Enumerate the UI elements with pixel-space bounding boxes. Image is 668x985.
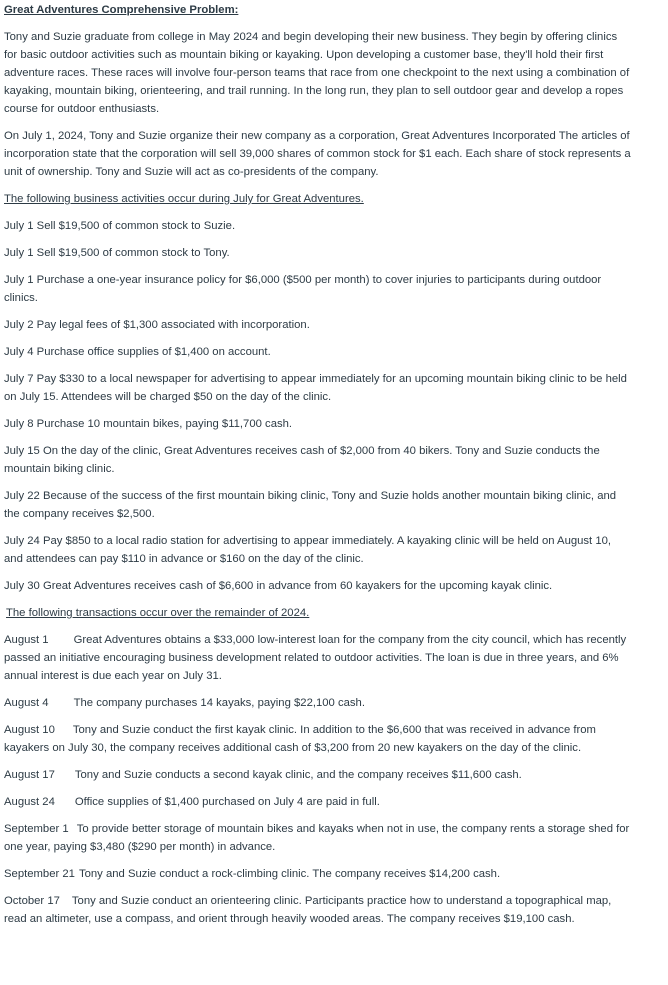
transaction-date: August 10: [4, 724, 55, 736]
transaction-date: October 17: [4, 895, 60, 907]
transaction-text: Tony and Suzie conduct an orienteering clinic. Participants practice how to understand a topographical map, read an altimeter, use a compass, and orient through heavily wooded areas. The company receives $19,100 cash.: [4, 895, 612, 925]
july-item: [4, 316, 632, 334]
transaction-text: To provide better storage of mountain bikes and kayaks when not in use, the company rents a storage shed for one year, paying $3,480 ($290 per month) in advance.: [4, 823, 630, 853]
transaction-text: Purchase 10 mountain bikes, paying $11,700 cash.: [36, 418, 293, 430]
transaction-text: On the day of the clinic, Great Adventures receives cash of $2,000 from 40 bikers. Tony and Suzie conducts the mountain biking clinic.: [4, 445, 600, 475]
intro-paragraph-1: Tony and Suzie graduate from college in May 2024 and begin developing their new business. They begin by offering clinics for basic outdoor activities such as mountain biking or kayaking. Upon developing a customer base, they'll hold their first adventure races. These races will involve four-person teams that race from one checkpoint to the next using a combination of kayaking, mountain biking, orienteering, and trail running. In the long run, they plan to sell outdoor gear and develop a ropes course for outdoor enthusiasts.: [4, 31, 630, 115]
transaction-date: July 22: [4, 490, 40, 502]
july-item: [4, 577, 632, 595]
transaction-date: August 1: [4, 634, 49, 646]
transaction-date: July 7: [4, 373, 34, 385]
transaction-text: Great Adventures receives cash of $6,600 in advance from 60 kayakers for the upcoming kayak clinic.: [42, 580, 553, 592]
july-item: [4, 217, 632, 235]
transaction-date: July 2: [4, 319, 34, 331]
july-item: [4, 415, 632, 433]
remainder-item: [4, 694, 632, 712]
july-item: [4, 532, 632, 568]
transaction-text: Sell $19,500 of common stock to Suzie.: [36, 220, 236, 232]
july-heading: The following business activities occur during July for Great Adventures.: [4, 193, 364, 205]
transaction-date: July 8: [4, 418, 34, 430]
july-item: [4, 343, 632, 361]
transaction-text: Pay $850 to a local radio station for advertising to appear immediately. A kayaking clinic will be held on August 10, and attendees can pay $110 in advance or $160 on the day of the clinic.: [4, 535, 612, 565]
intro-paragraph-2: On July 1, 2024, Tony and Suzie organize their new company as a corporation, Great Adventures Incorporated The articles of incorporation state that the corporation will sell 39,000 shares of common stock for $1 each. Each share of stock represents a unit of ownership. Tony and Suzie will act as co-presidents of the company.: [4, 130, 631, 178]
july-item: [4, 442, 632, 478]
transaction-text: Tony and Suzie conduct the first kayak clinic. In addition to the $6,600 that was received in advance from kayakers on July 30, the company receives additional cash of $3,200 from 20 new kayakers on the day of the clinic.: [4, 724, 596, 754]
remainder-heading: The following transactions occur over the remainder of 2024.: [6, 607, 310, 619]
remainder-item: [4, 865, 632, 883]
transaction-date: July 1: [4, 247, 34, 259]
transaction-text: Tony and Suzie conducts a second kayak clinic, and the company receives $11,600 cash.: [74, 769, 522, 781]
transaction-text: Purchase office supplies of $1,400 on account.: [36, 346, 271, 358]
remainder-item: [4, 793, 632, 811]
transaction-text: Pay $330 to a local newspaper for advertising to appear immediately for an upcoming mountain biking clinic to be held on July 15. Attendees will be charged $50 on the day of the clinic.: [4, 373, 627, 403]
remainder-item: [4, 892, 632, 928]
transaction-text: Office supplies of $1,400 purchased on July 4 are paid in full.: [74, 796, 380, 808]
transaction-date: August 4: [4, 697, 49, 709]
remainder-item: [4, 766, 632, 784]
transaction-text: Great Adventures obtains a $33,000 low-interest loan for the company from the city council, which has recently passed an initiative encouraging business development related to outdoor activities. The loan is due in three years, and 6% annual interest is due each year on July 31.: [4, 634, 627, 682]
july-item: [4, 487, 632, 523]
transaction-date: July 24: [4, 535, 40, 547]
transaction-text: The company purchases 14 kayaks, paying $22,100 cash.: [73, 697, 365, 709]
july-item: [4, 244, 632, 262]
transaction-date: July 1: [4, 220, 34, 232]
transaction-text: Purchase a one-year insurance policy for $6,000 ($500 per month) to cover injuries to participants during outdoor clinics.: [4, 274, 602, 304]
remainder-item: [4, 820, 632, 856]
july-item: [4, 370, 632, 406]
remainder-item: [4, 631, 632, 685]
transaction-date: August 24: [4, 796, 55, 808]
transaction-date: July 4: [4, 346, 34, 358]
transaction-date: July 30: [4, 580, 40, 592]
transaction-date: September 1: [4, 823, 69, 835]
transaction-date: July 1: [4, 274, 34, 286]
transaction-date: September 21: [4, 868, 75, 880]
problem-title: Great Adventures Comprehensive Problem:: [4, 4, 239, 16]
transaction-date: August 17: [4, 769, 55, 781]
transaction-text: Sell $19,500 of common stock to Tony.: [36, 247, 230, 259]
transaction-text: Because of the success of the first mountain biking clinic, Tony and Suzie holds another mountain biking clinic, and the company receives $2,500.: [4, 490, 617, 520]
remainder-item: [4, 721, 632, 757]
july-item: [4, 271, 632, 307]
transaction-text: Tony and Suzie conduct a rock-climbing clinic. The company receives $14,200 cash.: [78, 868, 501, 880]
transaction-text: Pay legal fees of $1,300 associated with incorporation.: [36, 319, 310, 331]
transaction-date: July 15: [4, 445, 40, 457]
